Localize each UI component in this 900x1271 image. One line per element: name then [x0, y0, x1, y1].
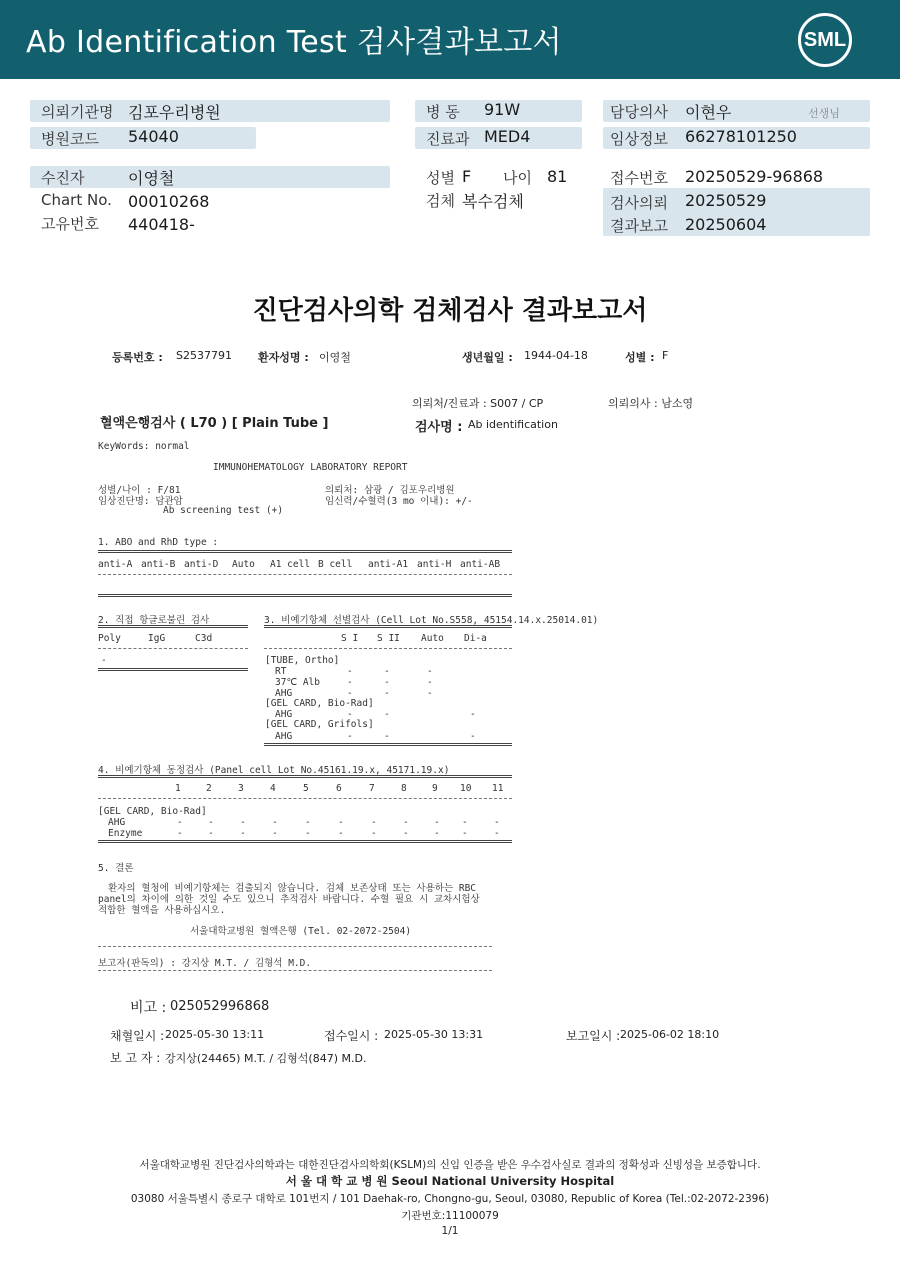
document-title: Ab Identification Test 검사결과보고서	[26, 25, 562, 60]
clinical-diagnosis-2: Ab screening test (+)	[163, 505, 284, 516]
screen-group-label: [TUBE, Ortho]	[265, 655, 340, 666]
rule	[98, 625, 248, 628]
age-label: 나이	[503, 169, 532, 187]
specimen-label: 검체	[426, 192, 455, 210]
panel-result: -	[240, 828, 246, 839]
section5-title: 5. 결론	[98, 863, 134, 874]
rule	[98, 840, 512, 843]
unique-id-value: 440418-	[128, 215, 195, 234]
reg-no-value: S2537791	[176, 349, 232, 362]
rule	[98, 946, 492, 947]
abo-column-header: anti-AB	[460, 559, 501, 570]
reporter-value: 강지상(24465) M.T. / 김형석(847) M.D.	[165, 1052, 367, 1065]
panel-result: -	[208, 828, 214, 839]
request-dept: 의뢰처/진료과 : S007 / CP	[412, 397, 544, 410]
panel-result: -	[272, 817, 278, 828]
panel-result: -	[434, 828, 440, 839]
report-sex-value: F	[662, 349, 669, 362]
section3-title: 3. 비예기항체 선별검사 (Cell Lot No.S558, 45154.14.x.25014.01)	[264, 615, 599, 626]
clinical-info-value: 66278101250	[685, 127, 797, 146]
report-date-value: 2025-06-02 18:10	[620, 1028, 720, 1041]
conclusion-line: 환자의 혈청에 비예기항체는 검출되지 않습니다. 검체 보존상태 또는 사용하는 RBC	[108, 883, 477, 894]
panel-column-header: 8	[401, 783, 407, 794]
patient-value: 이영철	[128, 169, 175, 188]
ward-label: 병 동	[426, 103, 460, 121]
screen-result: -	[384, 688, 390, 699]
section4-title: 4. 비예기항체 동정검사 (Panel cell Lot No.45161.19.x, 45171.19.x)	[98, 765, 450, 776]
chart-no-label: Chart No.	[41, 191, 112, 209]
age-value: 81	[547, 167, 568, 186]
panel-result: -	[371, 828, 377, 839]
rule	[98, 970, 492, 971]
reporter-label: 보 고 자 :	[110, 1051, 161, 1065]
department-label: 진료과	[426, 130, 470, 148]
blood-bank-contact: 서울대학교병원 혈액은행 (Tel. 02-2072-2504)	[190, 926, 412, 937]
screen-result: -	[384, 677, 390, 688]
request-date-value: 20250529	[685, 191, 767, 210]
report-sex-label: 성별 :	[625, 351, 655, 364]
dob-value: 1944-04-18	[524, 349, 588, 362]
screen-result: -	[427, 688, 433, 699]
screen-group-label: [GEL CARD, Bio-Rad]	[265, 698, 374, 709]
ward-value: 91W	[484, 100, 521, 119]
rule	[264, 648, 512, 649]
institution-label: 의뢰기관명	[41, 103, 114, 121]
abo-column-header: anti-H	[417, 559, 452, 570]
patient-sex-age: 성별/나이 : F/81	[98, 485, 181, 496]
panel-result: -	[494, 828, 500, 839]
abo-column-header: anti-A	[98, 559, 133, 570]
test-group: 혈액은행검사 ( L70 ) [ Plain Tube ]	[100, 416, 329, 431]
panel-result: -	[305, 828, 311, 839]
panel-result: -	[272, 828, 278, 839]
test-name-label: 검사명 :	[415, 420, 463, 435]
panel-result: -	[208, 817, 214, 828]
receipt-no-label: 접수번호	[610, 169, 668, 187]
sex-label: 성별	[426, 169, 455, 187]
rule	[98, 775, 512, 778]
referring-org: 의뢰처: 삼광 / 김포우리병원	[325, 485, 455, 496]
lab-report-title: IMMUNOHEMATOLOGY LABORATORY REPORT	[213, 462, 408, 473]
dob-label: 생년월일 :	[462, 351, 513, 364]
patient-name-label: 환자성명 :	[258, 351, 309, 364]
logo-text: SML	[803, 29, 847, 51]
screen-result: -	[347, 688, 353, 699]
clinical-diagnosis: 임상진단명: 담관암	[98, 496, 183, 507]
panel-row-label: Enzyme	[108, 828, 143, 839]
screen-column-header: Auto	[421, 633, 444, 644]
screen-result: -	[427, 666, 433, 677]
rule	[98, 798, 512, 799]
panel-result: -	[462, 817, 468, 828]
specimen-value: 복수검체	[462, 192, 524, 211]
doctor-value: 이현우	[685, 103, 732, 122]
dat-column-header: IgG	[148, 633, 166, 644]
memo-value: 025052996868	[170, 999, 270, 1014]
screen-result: -	[347, 709, 353, 720]
panel-column-header: 3	[238, 783, 244, 794]
panel-column-header: 2	[206, 783, 212, 794]
reporter-line: 보고자(판독의) : 강지상 M.T. / 김형석 M.D.	[98, 958, 312, 969]
unique-id-label: 고유번호	[41, 215, 99, 233]
screen-result: -	[384, 709, 390, 720]
rule	[98, 574, 512, 575]
request-doctor: 의뢰의사 : 남소영	[608, 397, 694, 410]
panel-column-header: 4	[270, 783, 276, 794]
rule	[264, 625, 512, 628]
pregnancy-transfusion: 임신력/수혈력(3 mo 이내): +/-	[325, 496, 473, 507]
panel-column-header: 5	[303, 783, 309, 794]
panel-result: -	[305, 817, 311, 828]
screen-row-label: RT	[275, 666, 287, 677]
screen-result: -	[427, 677, 433, 688]
dat-result: -	[101, 655, 107, 666]
panel-column-header: 9	[432, 783, 438, 794]
panel-result: -	[434, 817, 440, 828]
hospital-address: 03080 서울특별시 종로구 대학로 101번지 / 101 Daehak-ro, Chongno-gu, Seoul, 03080, Republic of Korea (Tel.:02-2072-2396)	[130, 1193, 770, 1205]
request-date-label: 검사의뢰	[610, 194, 668, 212]
page-number: 1/1	[441, 1225, 459, 1237]
panel-column-header: 11	[492, 783, 504, 794]
rule	[98, 668, 248, 671]
sex-value: F	[462, 167, 472, 186]
rule	[264, 743, 512, 746]
rule	[98, 550, 512, 553]
collect-label: 채혈일시 :	[110, 1029, 165, 1043]
screen-column-header: S II	[377, 633, 400, 644]
patient-name-value: 이영철	[319, 351, 351, 364]
panel-row-label: AHG	[108, 817, 126, 828]
screen-result: -	[347, 666, 353, 677]
screen-row-label: AHG	[275, 731, 293, 742]
receipt-no-value: 20250529-96868	[685, 167, 824, 186]
panel-group: [GEL CARD, Bio-Rad]	[98, 806, 207, 817]
screen-result: -	[347, 677, 353, 688]
abo-column-header: anti-B	[141, 559, 176, 570]
section1-title: 1. ABO and RhD type :	[98, 537, 219, 548]
screen-row-label: 37℃ Alb	[275, 677, 320, 688]
reg-no-label: 등록번호 :	[112, 351, 163, 364]
doctor-suffix: 선생님	[808, 107, 840, 120]
dat-column-header: Poly	[98, 633, 121, 644]
certification-text: 서울대학교병원 진단검사의학과는 대한진단검사의학회(KSLM)의 신임 인증을 받은 우수검사실로 결과의 정확성과 신빙성을 보증합니다.	[139, 1159, 761, 1171]
abo-column-header: anti-D	[184, 559, 219, 570]
conclusion-line: panel의 차이에 의한 것일 수도 있으니 추적검사 바랍니다. 수혈 필요 시 교차시험상	[98, 894, 480, 905]
screen-result: -	[470, 709, 476, 720]
section2-title: 2. 직접 항글로불린 검사	[98, 615, 210, 626]
panel-column-header: 7	[369, 783, 375, 794]
report-date-label: 보고일시 :	[566, 1029, 621, 1043]
report-title: 진단검사의학 검체검사 결과보고서	[252, 296, 648, 326]
result-date-label: 결과보고	[610, 217, 668, 235]
result-date-value: 20250604	[685, 215, 767, 234]
header-banner	[0, 0, 900, 79]
panel-column-header: 1	[175, 783, 181, 794]
memo-label: 비고 :	[130, 1000, 167, 1016]
screen-row-label: AHG	[275, 709, 293, 720]
panel-result: -	[462, 828, 468, 839]
abo-column-header: A1 cell	[270, 559, 311, 570]
panel-result: -	[338, 828, 344, 839]
screen-result: -	[384, 731, 390, 742]
collect-value: 2025-05-30 13:11	[165, 1028, 265, 1041]
panel-column-header: 6	[336, 783, 342, 794]
rule	[98, 594, 512, 597]
test-name-value: Ab identification	[468, 418, 558, 431]
abo-column-header: anti-A1	[368, 559, 409, 570]
screen-result: -	[384, 666, 390, 677]
clinical-info-label: 임상정보	[610, 130, 668, 148]
conclusion-line: 적합한 혈액을 사용하십시오.	[98, 905, 226, 916]
screen-row-label: AHG	[275, 688, 293, 699]
panel-result: -	[177, 817, 183, 828]
rule	[98, 648, 248, 649]
institution-value: 김포우리병원	[128, 103, 221, 122]
panel-result: -	[177, 828, 183, 839]
screen-result: -	[470, 731, 476, 742]
doctor-label: 담당의사	[610, 103, 668, 121]
institution-number: 기관번호:11100079	[401, 1210, 499, 1222]
panel-column-header: 10	[460, 783, 472, 794]
receive-value: 2025-05-30 13:31	[384, 1028, 484, 1041]
screen-result: -	[347, 731, 353, 742]
panel-result: -	[371, 817, 377, 828]
screen-column-header: Di-a	[464, 633, 487, 644]
screen-column-header: S I	[341, 633, 359, 644]
panel-result: -	[338, 817, 344, 828]
dat-column-header: C3d	[195, 633, 213, 644]
panel-result: -	[240, 817, 246, 828]
hospital-code-label: 병원코드	[41, 130, 99, 148]
receive-label: 접수일시 :	[324, 1029, 379, 1043]
keywords: KeyWords: normal	[98, 441, 190, 452]
patient-label: 수진자	[41, 169, 85, 187]
panel-result: -	[403, 817, 409, 828]
department-value: MED4	[484, 127, 531, 146]
sml-logo	[798, 13, 852, 67]
hospital-code-value: 54040	[128, 127, 179, 146]
panel-result: -	[494, 817, 500, 828]
panel-result: -	[403, 828, 409, 839]
hospital-name: 서 울 대 학 교 병 원 Seoul National University Hospital	[285, 1174, 615, 1188]
abo-column-header: B cell	[318, 559, 353, 570]
abo-column-header: Auto	[232, 559, 255, 570]
chart-no-value: 00010268	[128, 192, 210, 211]
screen-group-label: [GEL CARD, Grifols]	[265, 719, 374, 730]
